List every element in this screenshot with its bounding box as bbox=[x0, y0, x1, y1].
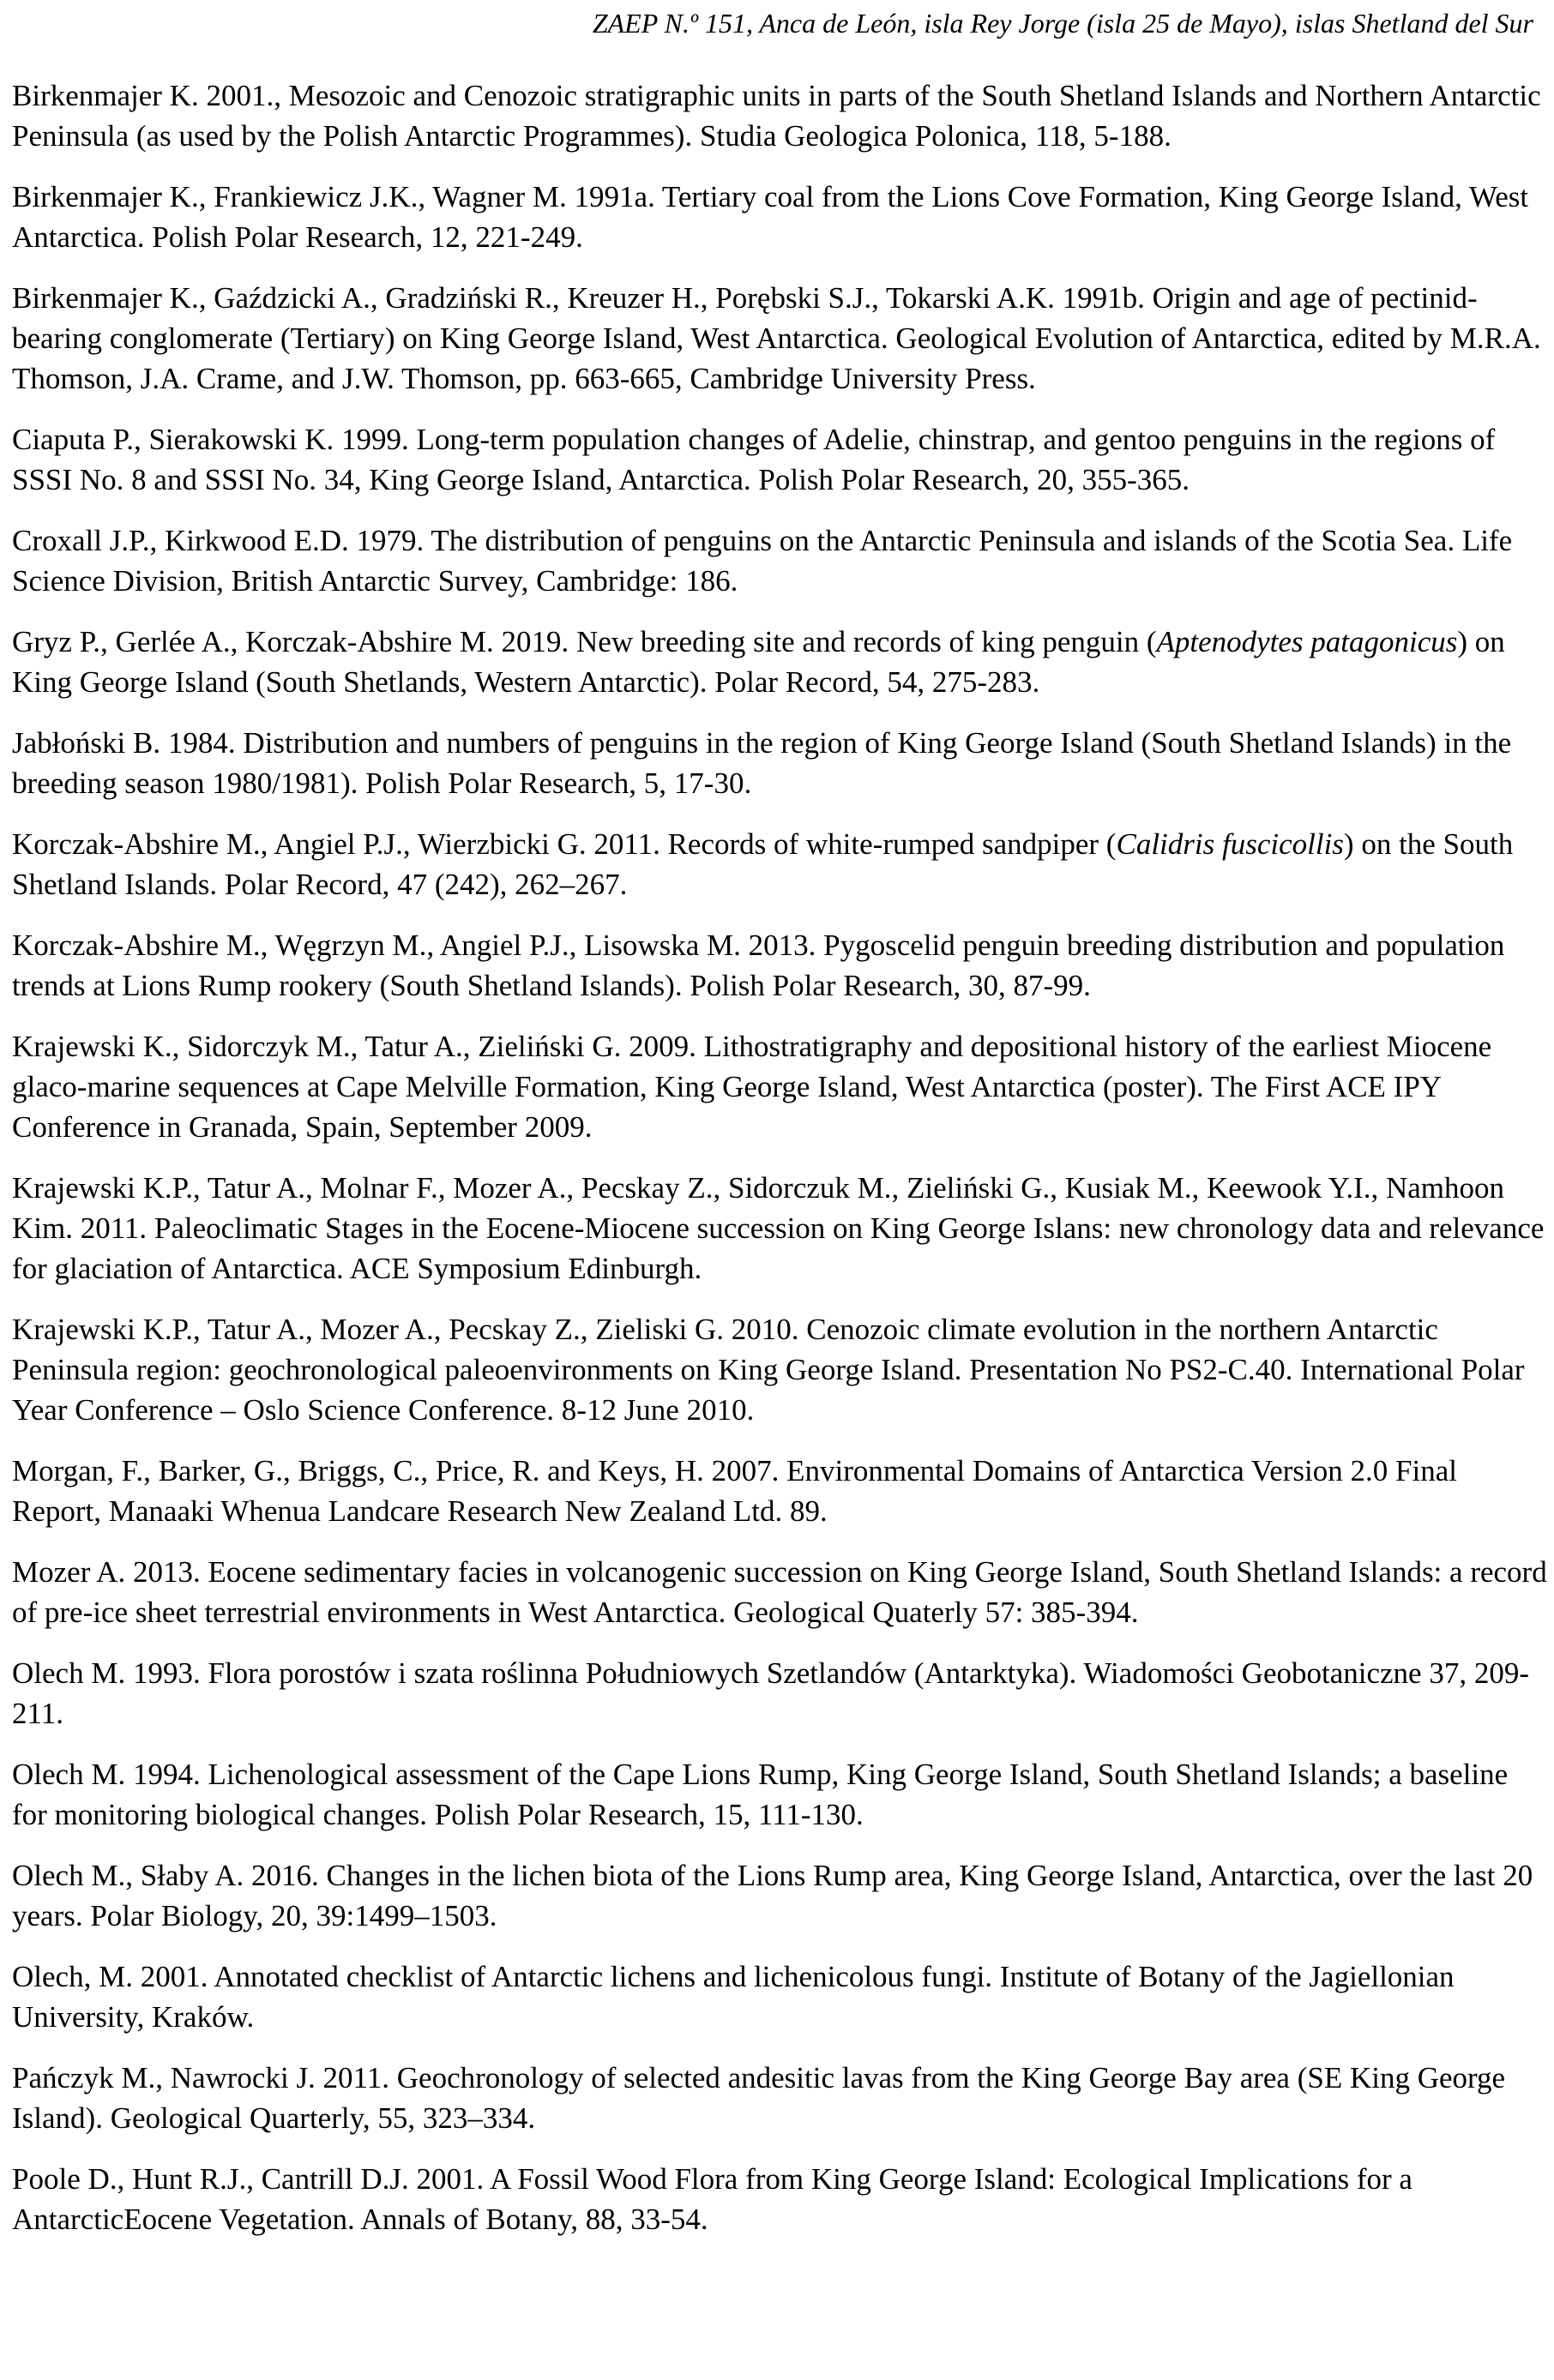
reference-entry bbox=[12, 1855, 1547, 1936]
reference-entry bbox=[12, 177, 1547, 257]
reference-text: Olech M. 1993. Flora porostów i szata roślinna Południowych Szetlandów (Antarktyka). Wiadomości Geobotaniczne 37, 209-211. bbox=[12, 1656, 1529, 1730]
reference-entry bbox=[12, 278, 1547, 399]
reference-text: Morgan, F., Barker, G., Briggs, C., Price, R. and Keys, H. 2007. Environmental Domains of Antarctica Version 2.0 Final Report, Manaaki Whenua Landcare Research New Zealand Ltd. 89. bbox=[12, 1454, 1457, 1528]
reference-text: Mozer A. 2013. Eocene sedimentary facies in volcanogenic succession on King George Island, South Shetland Islands: a record of pre-ice sheet terrestrial environments in West Antarctica. Geological Quaterly 57: 385-394. bbox=[12, 1555, 1547, 1629]
reference-entry bbox=[12, 723, 1547, 803]
reference-entry bbox=[12, 2159, 1547, 2239]
reference-entry bbox=[12, 75, 1547, 156]
reference-entry bbox=[12, 824, 1547, 905]
running-header: ZAEP N.º 151, Anca de León, isla Rey Jorge (isla 25 de Mayo), islas Shetland del Sur bbox=[592, 8, 1533, 39]
reference-entry bbox=[12, 2058, 1547, 2138]
reference-text: Krajewski K., Sidorczyk M., Tatur A., Zieliński G. 2009. Lithostratigraphy and depositional history of the earliest Miocene glaco-marine sequences at Cape Melville Formation, King George Island, West Antarctica (poster). The First ACE IPY Conference in Granada, Spain, September 2009. bbox=[12, 1030, 1492, 1144]
reference-text: Pańczyk M., Nawrocki J. 2011. Geochronology of selected andesitic lavas from the King George Bay area (SE King George Island). Geological Quarterly, 55, 323–334. bbox=[12, 2061, 1506, 2135]
reference-entry bbox=[12, 1309, 1547, 1430]
reference-text: Korczak-Abshire M., Angiel P.J., Wierzbicki G. 2011. Records of white-rumped sandpiper ( bbox=[12, 827, 1117, 861]
reference-text: Krajewski K.P., Tatur A., Molnar F., Mozer A., Pecskay Z., Sidorczuk M., Zieliński G., Kusiak M., Keewook Y.I., Namhoon Kim. 2011. Paleoclimatic Stages in the Eocene-Miocene succession on King George Islans: new chronology data and relevance for glaciation of Antarctica. ACE Symposium Edinburgh. bbox=[12, 1171, 1545, 1285]
reference-text: Gryz P., Gerlée A., Korczak-Abshire M. 2019. New breeding site and records of king penguin ( bbox=[12, 625, 1157, 658]
reference-entry bbox=[12, 1026, 1547, 1147]
reference-text: Birkenmajer K. 2001., Mesozoic and Cenozoic stratigraphic units in parts of the South Shetland Islands and Northern Antarctic Peninsula (as used by the Polish Antarctic Programmes). Studia Geologica Polonica, 118, 5-188. bbox=[12, 79, 1541, 153]
species-name: Calidris fuscicollis bbox=[1116, 827, 1344, 861]
reference-entry bbox=[12, 520, 1547, 601]
reference-text: Jabłoński B. 1984. Distribution and numbers of penguins in the region of King George Island (South Shetland Islands) in the breeding season 1980/1981). Polish Polar Research, 5, 17-30. bbox=[12, 726, 1512, 800]
reference-list bbox=[12, 75, 1547, 2260]
reference-text: Krajewski K.P., Tatur A., Mozer A., Pecskay Z., Zieliski G. 2010. Cenozoic climate evolution in the northern Antarctic Peninsula region: geochronological paleoenvironments on King George Island. Presentation No PS2-C.40. International Polar Year Conference – Oslo Science Conference. 8-12 June 2010. bbox=[12, 1313, 1525, 1427]
reference-text: Olech M., Słaby A. 2016. Changes in the lichen biota of the Lions Rump area, King George Island, Antarctica, over the last 20 years. Polar Biology, 20, 39:1499–1503. bbox=[12, 1859, 1533, 1932]
reference-text: Korczak-Abshire M., Węgrzyn M., Angiel P.J., Lisowska M. 2013. Pygoscelid penguin breeding distribution and population trends at Lions Rump rookery (South Shetland Islands). Polish Polar Research, 30, 87-99. bbox=[12, 929, 1505, 1002]
reference-entry bbox=[12, 1754, 1547, 1835]
reference-text: Ciaputa P., Sierakowski K. 1999. Long-term population changes of Adelie, chinstrap, and gentoo penguins in the regions of SSSI No. 8 and SSSI No. 34, King George Island, Antarctica. Polish Polar Research, 20, 355-365. bbox=[12, 423, 1496, 496]
reference-text-continued: ) on King George Island (South Shetlands, Western Antarctic). Polar Record, 54, 275-283. bbox=[12, 625, 1505, 699]
reference-text: Birkenmajer K., Gaździcki A., Gradziński R., Kreuzer H., Porębski S.J., Tokarski A.K. 1991b. Origin and age of pectinid-bearing conglomerate (Tertiary) on King George Island, West Antarctica. Geological Evolution of Antarctica, edited by M.R.A. Thomson, J.A. Crame, and J.W. Thomson, pp. 663-665, Cambridge University Press. bbox=[12, 281, 1541, 395]
reference-entry bbox=[12, 1552, 1547, 1632]
reference-text: Olech, M. 2001. Annotated checklist of Antarctic lichens and lichenicolous fungi. Institute of Botany of the Jagiellonian University, Kraków. bbox=[12, 1960, 1455, 2034]
reference-entry bbox=[12, 1956, 1547, 2037]
reference-entry bbox=[12, 1451, 1547, 1531]
reference-entry bbox=[12, 622, 1547, 702]
reference-entry bbox=[12, 1168, 1547, 1289]
reference-text: Croxall J.P., Kirkwood E.D. 1979. The distribution of penguins on the Antarctic Peninsula and islands of the Scotia Sea. Life Science Division, British Antarctic Survey, Cambridge: 186. bbox=[12, 524, 1513, 598]
reference-entry bbox=[12, 419, 1547, 500]
reference-text: Birkenmajer K., Frankiewicz J.K., Wagner M. 1991a. Tertiary coal from the Lions Cove Formation, King George Island, West Antarctica. Polish Polar Research, 12, 221-249. bbox=[12, 180, 1529, 254]
reference-entry bbox=[12, 925, 1547, 1006]
reference-text: Poole D., Hunt R.J., Cantrill D.J. 2001. A Fossil Wood Flora from King George Island: Ecological Implications for a AntarcticEocene Vegetation. Annals of Botany, 88, 33-54. bbox=[12, 2162, 1412, 2236]
reference-text: Olech M. 1994. Lichenological assessment of the Cape Lions Rump, King George Island, South Shetland Islands; a baseline for monitoring biological changes. Polish Polar Research, 15, 111-130. bbox=[12, 1758, 1509, 1831]
reference-entry bbox=[12, 1653, 1547, 1734]
reference-text-continued: ) on the South Shetland Islands. Polar Record, 47 (242), 262–267. bbox=[12, 827, 1514, 901]
species-name: Aptenodytes patagonicus bbox=[1156, 625, 1458, 658]
